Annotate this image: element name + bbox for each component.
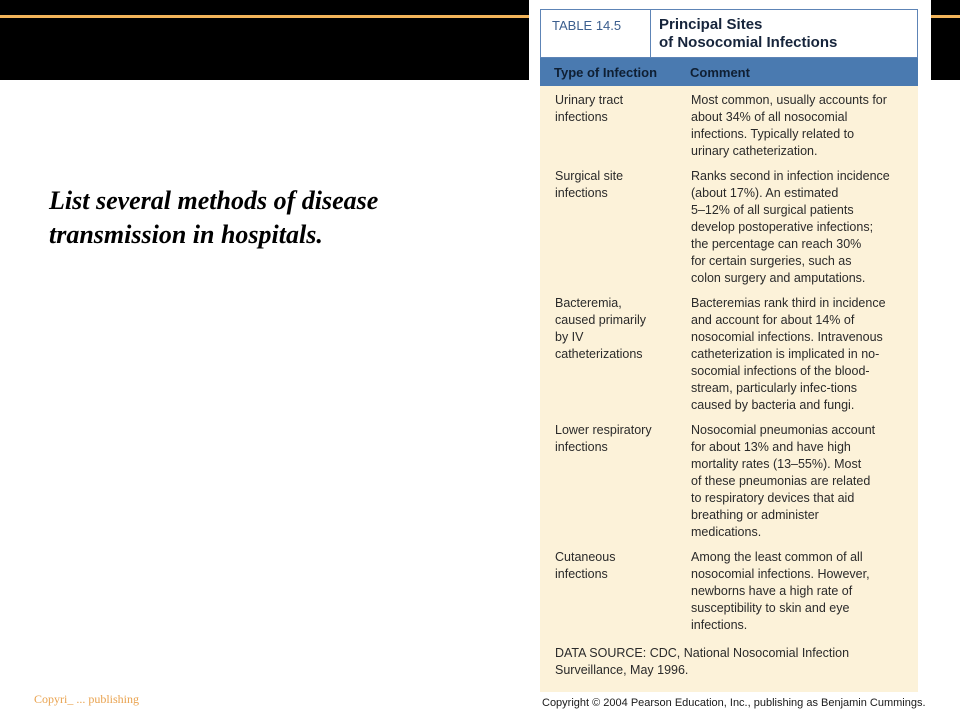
table-image (529, 0, 931, 692)
question-text: List several methods of disease transmission in hospitals. (49, 186, 379, 249)
table-column-header (540, 58, 918, 86)
table-row-comment: Ranks second in infection incidence (about 17%). An estimated 5–12% of all surgical patients develop postoperative infections; the percentage can reach 30% for certain surgeries, such as colon surgery and amputations. (691, 169, 890, 285)
table-row-comment: Among the least common of all nosocomial infections. However, newborns have a high rate of susceptibility to skin and eye infections. (691, 550, 870, 632)
table-header (540, 9, 918, 58)
table-number: TABLE 14.5 (541, 10, 651, 57)
column-header-type: Type of Infection (554, 65, 658, 80)
table-copyright: Copyright © 2004 Pearson Education, Inc., publishing as Benjamin Cummings. (542, 697, 926, 709)
footer-copyright-partial: Copyri_ ... publishing (34, 692, 140, 706)
table-row-type: Lower respiratory infections (555, 423, 652, 454)
table-row-comment: Nosocomial pneumonias account for about 13% and have high mortality rates (13–55%). Most of these pneumonias are related to respiratory devices that aid breathing or administer medications. (691, 423, 876, 539)
column-header-comment: Comment (690, 65, 750, 80)
table-row-type: Urinary tract infections (555, 93, 624, 124)
table-row-comment: Most common, usually accounts for about 34% of all nosocomial infections. Typically related to urinary catheterization. (691, 93, 887, 158)
table-data-source: DATA SOURCE: CDC, National Nosocomial Infection Surveillance, May 1996. (555, 646, 850, 677)
table-row-type: Bacteremia, caused primarily by IV catheterizations (555, 296, 647, 361)
table-row-comment: Bacteremias rank third in incidence and account for about 14% of nosocomial infections. Intravenous catheterization is implicated in no- socomial infections of the blood- stream, particularly infec-tions caused by bacteria and fungi. (691, 296, 886, 412)
table-row-type: Cutaneous infections (555, 550, 616, 581)
table-title: Principal Sites of Nosocomial Infections (659, 16, 838, 51)
table-body (540, 86, 918, 692)
table-row-type: Surgical site infections (555, 169, 624, 200)
